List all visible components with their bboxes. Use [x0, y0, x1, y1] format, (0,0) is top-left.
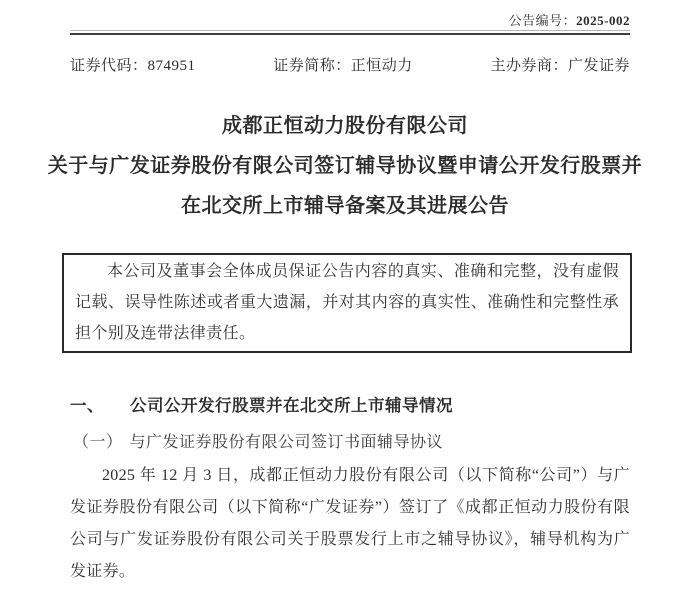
notice-number	[509, 10, 630, 29]
document-title-line-2: 关于与广发证券股份有限公司签订辅导协议暨申请公开发行股票并	[47, 155, 643, 177]
subsection-heading-number: （一）	[73, 434, 123, 451]
subsection-heading-text: 与广发证券股份有限公司签订书面辅导协议	[129, 434, 444, 451]
document-title-line-3: 在北交所上市辅导备案及其进展公告	[181, 195, 509, 217]
subsection-heading	[73, 429, 443, 452]
security-code-label: 证券代码：	[70, 58, 148, 74]
disclaimer-text: 本公司及董事会全体成员保证公告内容的真实、准确和完整，没有虚假记载、误导性陈述或者重大遗漏，并对其内容的真实性、准确性和完整性承担个别及连带法律责任。	[75, 263, 619, 342]
section-heading-text: 公司公开发行股票并在北交所上市辅导情况	[130, 396, 453, 415]
sponsor-broker-label: 主办券商：	[490, 58, 568, 74]
document-title	[0, 106, 690, 226]
security-code	[70, 54, 196, 75]
body-paragraph-text: 2025 年 12 月 3 日，成都正恒动力股份有限公司（以下简称“公司”）与广发证券股份有限公司（以下简称“广发证券”）签订了《成都正恒动力股份有限公司与广发证券股份有限公司关于股票发行上市之辅导协议》，辅导机构为广发证券。	[70, 467, 630, 580]
notice-number-label: 公告编号：	[508, 13, 577, 28]
document-title-line-1: 成都正恒动力股份有限公司	[222, 115, 468, 137]
security-abbr	[273, 54, 413, 75]
security-code-value: 874951	[147, 58, 196, 74]
security-abbr-label: 证券简称：	[273, 58, 351, 74]
notice-number-value: 2025-002	[576, 13, 630, 28]
sponsor-broker	[490, 54, 630, 75]
sponsor-broker-value: 广发证券	[567, 58, 630, 74]
securities-info-bar	[70, 54, 630, 75]
disclaimer-box	[62, 253, 632, 353]
section-heading	[70, 392, 453, 416]
security-abbr-value: 正恒动力	[350, 58, 413, 74]
section-heading-number: 一、	[70, 396, 104, 415]
header-divider	[70, 30, 630, 35]
body-paragraph	[70, 460, 630, 588]
